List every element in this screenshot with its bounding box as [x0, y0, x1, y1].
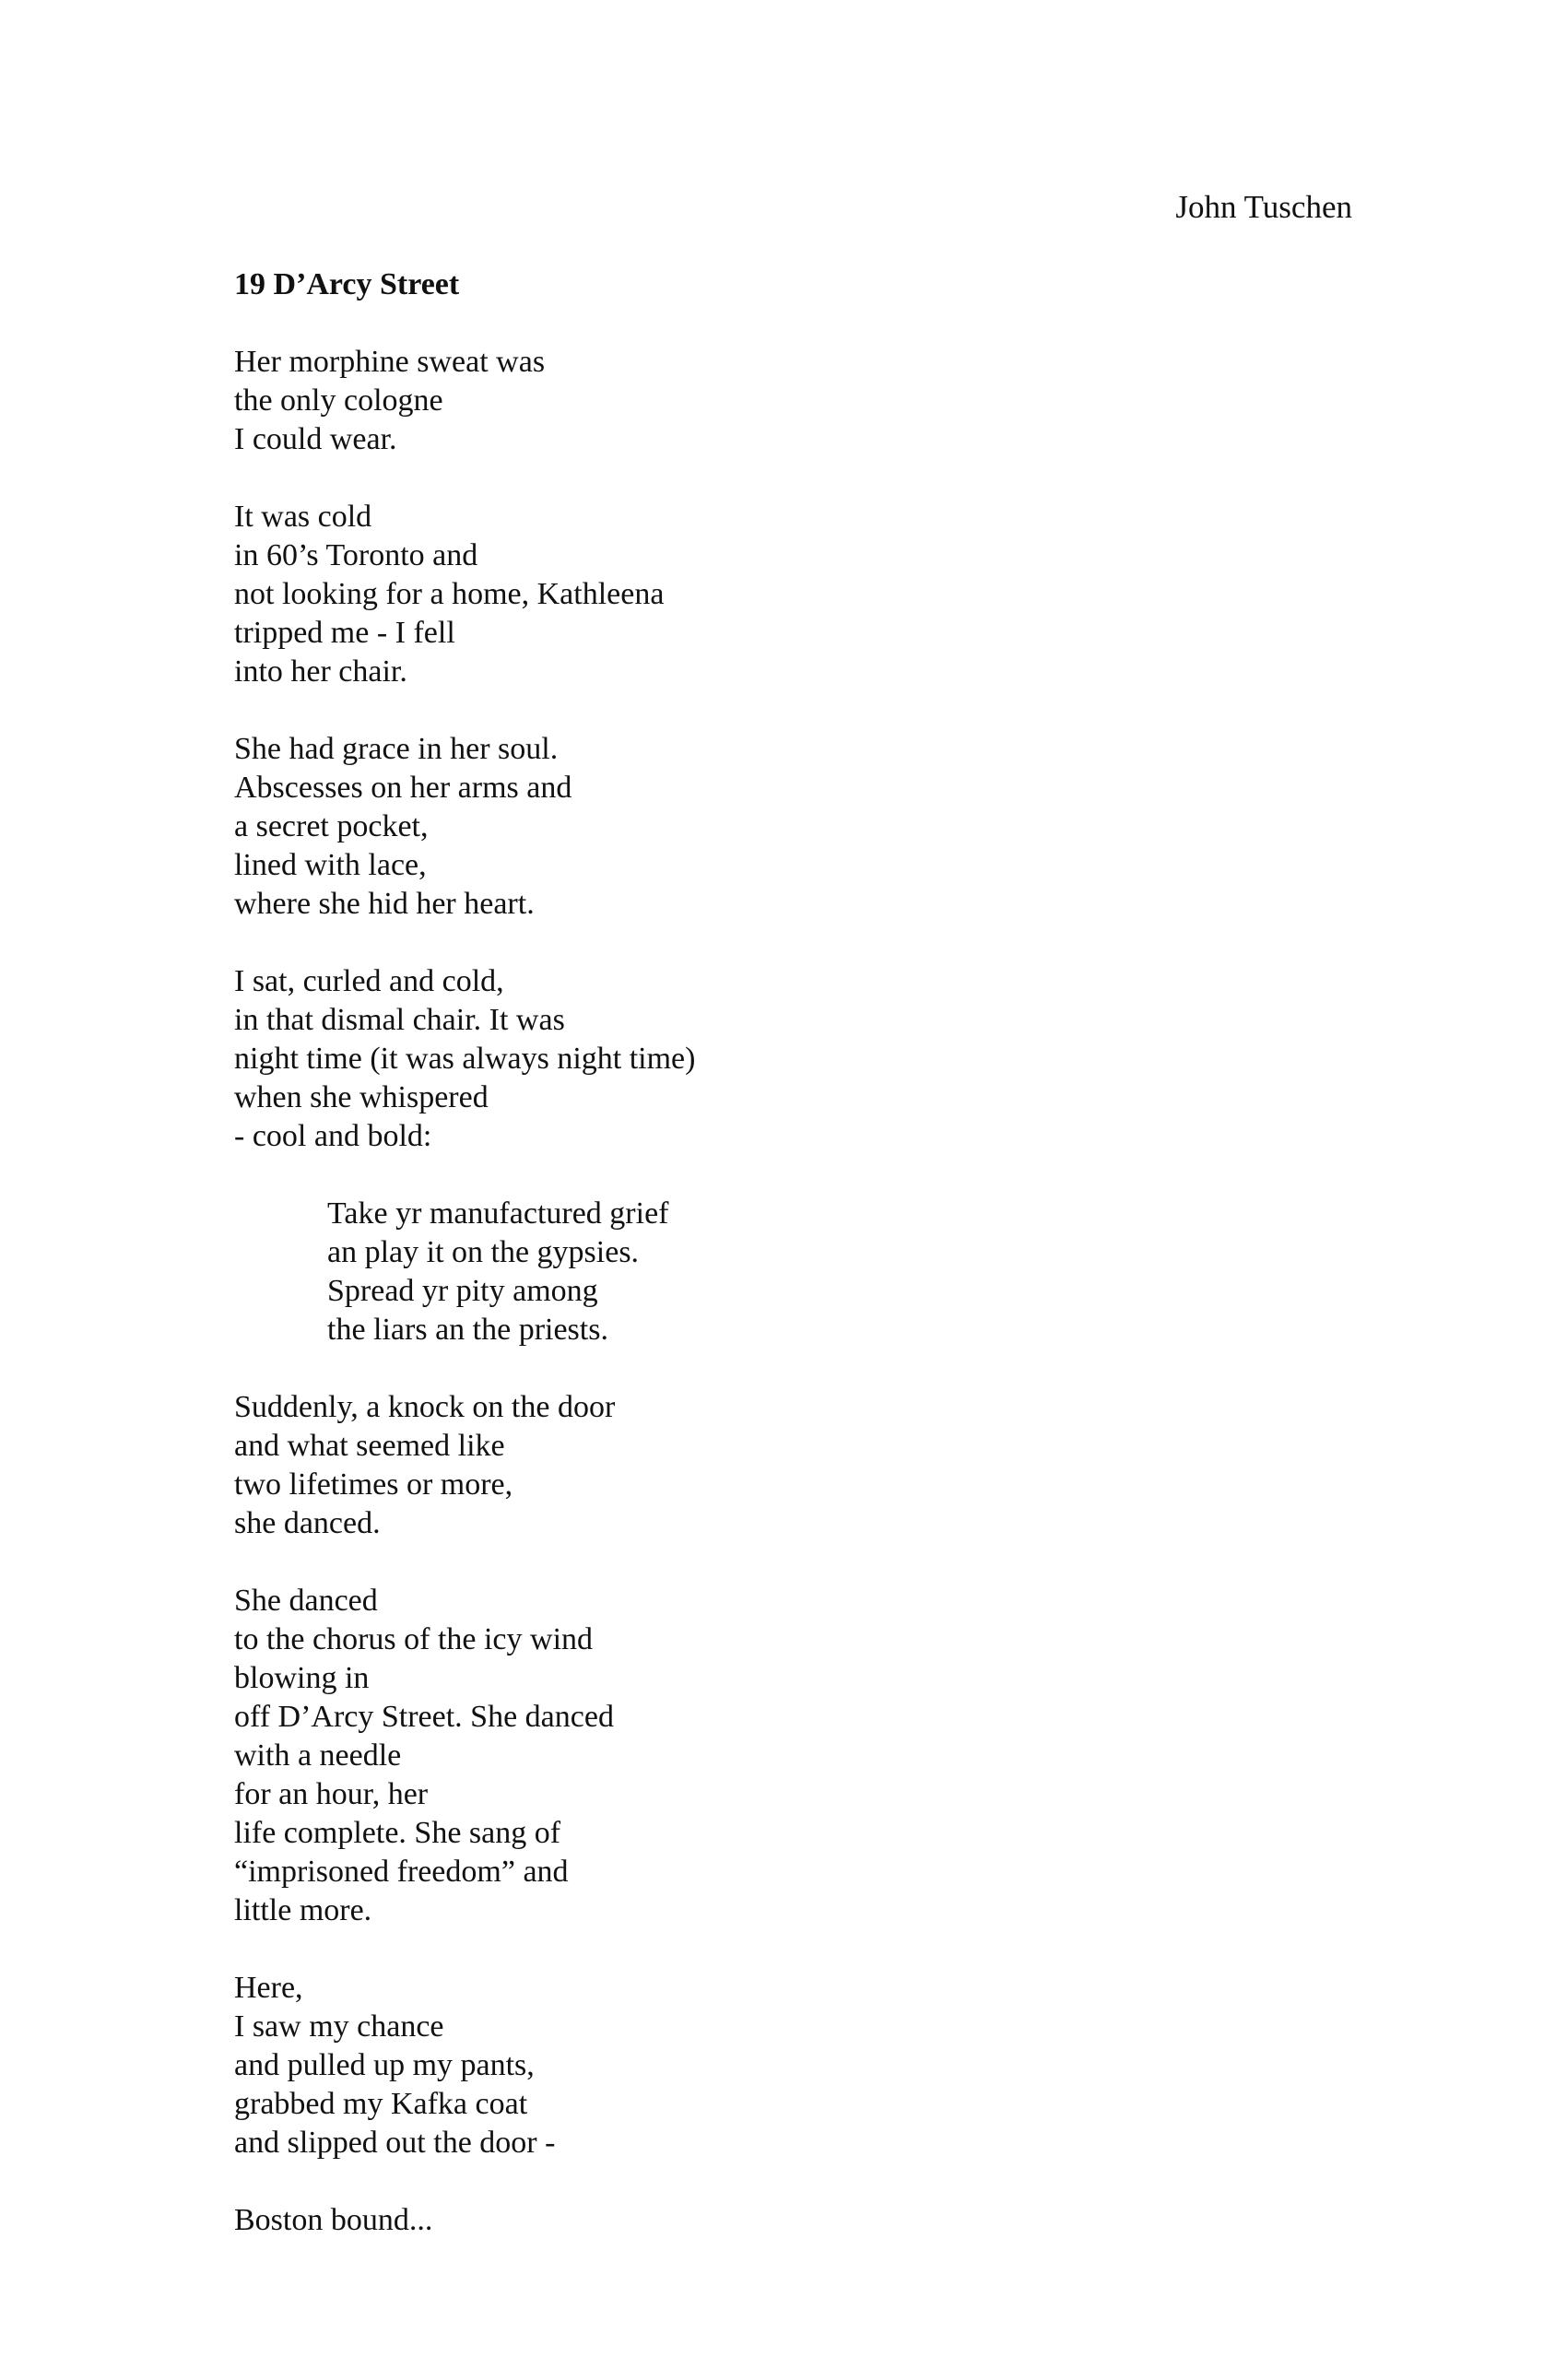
poem-line: Take yr manufactured grief [327, 1196, 669, 1231]
poem-line: life complete. She sang of [234, 1816, 561, 1850]
poem-line: and pulled up my pants, [234, 2048, 535, 2082]
poem-title: 19 D’Arcy Street [234, 267, 460, 301]
stanza [234, 1388, 1340, 1543]
poem-line: Boston bound... [234, 2203, 433, 2237]
poem-line: in that dismal chair. It was [234, 1003, 565, 1037]
poem-line: Abscesses on her arms and [234, 771, 572, 805]
poem-line: Spread yr pity among [327, 1274, 598, 1308]
poem-line: off D’Arcy Street. She danced [234, 1700, 614, 1734]
poem-body [234, 343, 1340, 2279]
poem-line: a secret pocket, [234, 809, 429, 843]
stanza [234, 962, 1340, 1156]
poem-line: an play it on the gypsies. [327, 1235, 640, 1269]
poem-line: little more. [234, 1893, 372, 1927]
poem-line: blowing in [234, 1661, 370, 1695]
stanza [234, 498, 1340, 691]
poem-line: the liars an the priests. [327, 1313, 608, 1347]
poem-line: two lifetimes or more, [234, 1467, 513, 1502]
poem-line: Her morphine sweat was [234, 345, 546, 379]
poem-line: into her chair. [234, 654, 407, 689]
quoted-stanza [234, 1195, 1340, 1349]
poem-line: the only cologne [234, 383, 443, 418]
stanza [234, 730, 1340, 924]
poem-line: She had grace in her soul. [234, 732, 559, 766]
poem-line: for an hour, her [234, 1777, 429, 1811]
stanza [234, 2201, 1340, 2240]
poem-line: “imprisoned freedom” and [234, 1855, 569, 1889]
poem-line: Suddenly, a knock on the door [234, 1390, 616, 1424]
poem-line: tripped me - I fell [234, 616, 455, 650]
author-name: John Tuschen [1175, 189, 1352, 225]
poem-line: Here, [234, 1971, 303, 2005]
poem-line: It was cold [234, 500, 372, 534]
poem-line: lined with lace, [234, 848, 427, 882]
poem-line: where she hid her heart. [234, 887, 535, 921]
stanza [234, 1969, 1340, 2162]
poem-line: and slipped out the door - [234, 2126, 556, 2160]
poem-line: and what seemed like [234, 1429, 505, 1463]
poem-line: She danced [234, 1584, 378, 1618]
poem-line: grabbed my Kafka coat [234, 2087, 528, 2121]
poem-line: in 60’s Toronto and [234, 538, 478, 572]
poem-line: with a needle [234, 1738, 402, 1773]
poem-line: - cool and bold: [234, 1119, 432, 1153]
stanza [234, 343, 1340, 459]
poem-line: to the chorus of the icy wind [234, 1622, 594, 1656]
poem-line: I saw my chance [234, 2009, 444, 2044]
poem-line: not looking for a home, Kathleena [234, 577, 665, 611]
stanza [234, 1582, 1340, 1930]
poem-line: she danced. [234, 1506, 381, 1540]
poem-line: I could wear. [234, 422, 397, 456]
poem-line: I sat, curled and cold, [234, 964, 504, 998]
poem-line: when she whispered [234, 1080, 489, 1114]
poem-line: night time (it was always night time) [234, 1042, 696, 1076]
